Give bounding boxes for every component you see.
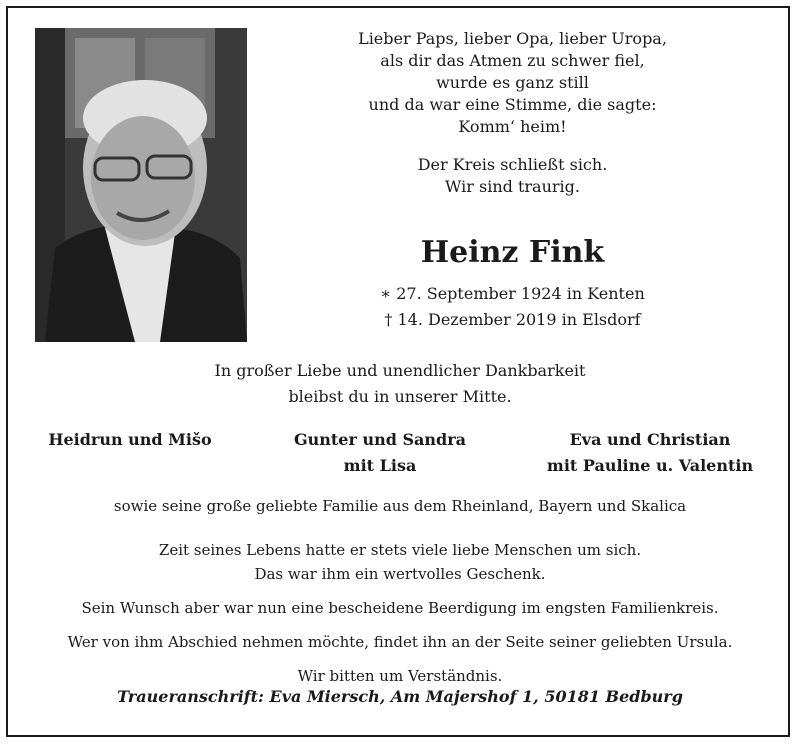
family-group-heidrun: [30, 427, 230, 453]
family-group-gunter: [280, 427, 480, 479]
death-date: † 14. Dezember 2019 in Elsdorf: [384, 310, 641, 329]
portrait-photo: [35, 28, 247, 342]
tribute-line: bleibst du in unserer Mitte.: [288, 387, 512, 406]
family-line: mit Lisa: [343, 456, 417, 475]
birth-date: ∗ 27. September 1924 in Kenten: [380, 284, 645, 303]
closing-line: Sein Wunsch aber war nun eine bescheidene Beerdigung im engsten Familienkreis.: [81, 599, 719, 617]
poem: [340, 28, 685, 198]
extended-family: sowie seine große geliebte Familie aus dem Rheinland, Bayern und Skalica: [113, 497, 687, 515]
mourning-address: Traueranschrift: Eva Miersch, Am Majershof 1, 50181 Bedburg: [117, 687, 683, 706]
poem-line: als dir das Atmen zu schwer fiel,: [380, 51, 645, 70]
portrait-illustration: [35, 28, 247, 342]
poem-line: Lieber Paps, lieber Opa, lieber Uropa,: [358, 29, 667, 48]
family-line: Heidrun und Mišo: [48, 430, 212, 449]
poem-line: Komm‘ heim!: [458, 117, 567, 136]
deceased-name: Heinz Fink: [420, 235, 605, 270]
family-line: mit Pauline u. Valentin: [546, 456, 754, 475]
family-group-eva: [530, 427, 770, 479]
closing-line: Wir bitten um Verständnis.: [297, 667, 503, 685]
family-line: Eva und Christian: [569, 430, 731, 449]
poem-line: Wir sind traurig.: [445, 177, 580, 196]
tribute-line: In großer Liebe und unendlicher Dankbarkeit: [214, 361, 586, 380]
tribute-text: [0, 358, 800, 410]
life-dates: [340, 281, 685, 333]
poem-line: wurde es ganz still: [436, 73, 589, 92]
poem-line: Der Kreis schließt sich.: [417, 155, 608, 174]
family-line: Gunter und Sandra: [293, 430, 467, 449]
closing-line: Wer von ihm Abschied nehmen möchte, findet ihn an der Seite seiner geliebten Ursula.: [67, 633, 733, 651]
closing-line: Das war ihm ein wertvolles Geschenk.: [254, 565, 546, 583]
poem-line: und da war eine Stimme, die sagte:: [368, 95, 657, 114]
closing-text: [0, 538, 800, 688]
closing-line: Zeit seines Lebens hatte er stets viele liebe Menschen um sich.: [158, 541, 642, 559]
